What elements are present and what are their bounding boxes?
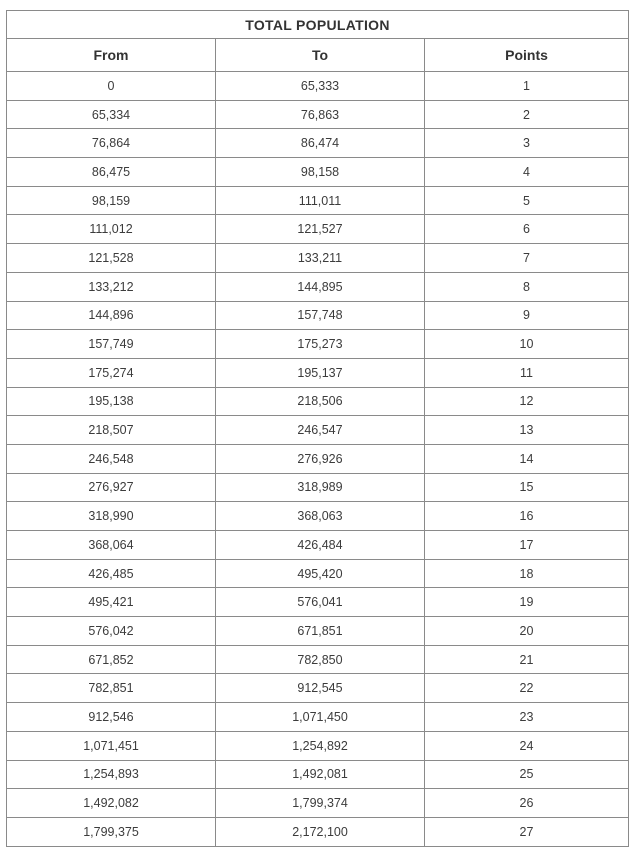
cell-to: 218,506 bbox=[216, 387, 425, 416]
cell-from: 98,159 bbox=[7, 186, 216, 215]
population-points-sheet bbox=[6, 10, 628, 847]
cell-to: 86,474 bbox=[216, 129, 425, 158]
cell-points: 21 bbox=[425, 645, 629, 674]
cell-to: 98,158 bbox=[216, 158, 425, 187]
cell-points: 13 bbox=[425, 416, 629, 445]
cell-to: 195,137 bbox=[216, 358, 425, 387]
cell-from: 76,864 bbox=[7, 129, 216, 158]
table-body bbox=[7, 72, 629, 847]
table-row bbox=[7, 559, 629, 588]
cell-points: 7 bbox=[425, 244, 629, 273]
population-points-table bbox=[6, 10, 629, 847]
table-row bbox=[7, 272, 629, 301]
cell-points: 12 bbox=[425, 387, 629, 416]
cell-to: 576,041 bbox=[216, 588, 425, 617]
cell-from: 157,749 bbox=[7, 330, 216, 359]
table-row bbox=[7, 789, 629, 818]
cell-to: 426,484 bbox=[216, 531, 425, 560]
cell-to: 782,850 bbox=[216, 645, 425, 674]
cell-points: 26 bbox=[425, 789, 629, 818]
table-row bbox=[7, 215, 629, 244]
cell-points: 9 bbox=[425, 301, 629, 330]
column-header-points: Points bbox=[425, 39, 629, 72]
cell-to: 671,851 bbox=[216, 617, 425, 646]
table-row bbox=[7, 100, 629, 129]
cell-points: 19 bbox=[425, 588, 629, 617]
cell-points: 22 bbox=[425, 674, 629, 703]
cell-to: 157,748 bbox=[216, 301, 425, 330]
table-title-row bbox=[7, 11, 629, 39]
cell-from: 495,421 bbox=[7, 588, 216, 617]
cell-points: 27 bbox=[425, 817, 629, 846]
cell-from: 1,254,893 bbox=[7, 760, 216, 789]
table-row bbox=[7, 158, 629, 187]
cell-points: 23 bbox=[425, 703, 629, 732]
cell-points: 24 bbox=[425, 731, 629, 760]
cell-from: 133,212 bbox=[7, 272, 216, 301]
cell-from: 195,138 bbox=[7, 387, 216, 416]
cell-points: 2 bbox=[425, 100, 629, 129]
table-row bbox=[7, 330, 629, 359]
cell-from: 276,927 bbox=[7, 473, 216, 502]
table-row bbox=[7, 531, 629, 560]
cell-from: 368,064 bbox=[7, 531, 216, 560]
cell-from: 912,546 bbox=[7, 703, 216, 732]
cell-to: 1,254,892 bbox=[216, 731, 425, 760]
table-row bbox=[7, 186, 629, 215]
cell-to: 318,989 bbox=[216, 473, 425, 502]
cell-from: 175,274 bbox=[7, 358, 216, 387]
table-row bbox=[7, 588, 629, 617]
cell-points: 11 bbox=[425, 358, 629, 387]
cell-points: 16 bbox=[425, 502, 629, 531]
cell-to: 368,063 bbox=[216, 502, 425, 531]
table-header-row bbox=[7, 39, 629, 72]
cell-to: 1,071,450 bbox=[216, 703, 425, 732]
table-row bbox=[7, 817, 629, 846]
cell-to: 912,545 bbox=[216, 674, 425, 703]
cell-points: 18 bbox=[425, 559, 629, 588]
cell-to: 495,420 bbox=[216, 559, 425, 588]
cell-to: 1,492,081 bbox=[216, 760, 425, 789]
cell-from: 86,475 bbox=[7, 158, 216, 187]
table-row bbox=[7, 731, 629, 760]
table-row bbox=[7, 387, 629, 416]
cell-points: 1 bbox=[425, 72, 629, 101]
cell-from: 576,042 bbox=[7, 617, 216, 646]
cell-to: 276,926 bbox=[216, 444, 425, 473]
table-row bbox=[7, 674, 629, 703]
table-row bbox=[7, 358, 629, 387]
cell-from: 1,071,451 bbox=[7, 731, 216, 760]
cell-from: 782,851 bbox=[7, 674, 216, 703]
cell-to: 111,011 bbox=[216, 186, 425, 215]
cell-from: 65,334 bbox=[7, 100, 216, 129]
cell-from: 426,485 bbox=[7, 559, 216, 588]
table-row bbox=[7, 301, 629, 330]
table-row bbox=[7, 703, 629, 732]
cell-from: 144,896 bbox=[7, 301, 216, 330]
table-row bbox=[7, 444, 629, 473]
cell-points: 3 bbox=[425, 129, 629, 158]
cell-to: 175,273 bbox=[216, 330, 425, 359]
column-header-to: To bbox=[216, 39, 425, 72]
cell-from: 121,528 bbox=[7, 244, 216, 273]
cell-points: 4 bbox=[425, 158, 629, 187]
cell-to: 121,527 bbox=[216, 215, 425, 244]
table-row bbox=[7, 473, 629, 502]
cell-from: 111,012 bbox=[7, 215, 216, 244]
table-row bbox=[7, 416, 629, 445]
table-title: TOTAL POPULATION bbox=[7, 11, 629, 39]
cell-points: 5 bbox=[425, 186, 629, 215]
table-row bbox=[7, 617, 629, 646]
cell-to: 133,211 bbox=[216, 244, 425, 273]
table-row bbox=[7, 244, 629, 273]
cell-to: 246,547 bbox=[216, 416, 425, 445]
cell-from: 1,799,375 bbox=[7, 817, 216, 846]
table-row bbox=[7, 502, 629, 531]
cell-points: 15 bbox=[425, 473, 629, 502]
table-row bbox=[7, 645, 629, 674]
cell-from: 318,990 bbox=[7, 502, 216, 531]
table-row bbox=[7, 72, 629, 101]
cell-points: 20 bbox=[425, 617, 629, 646]
table-row bbox=[7, 760, 629, 789]
cell-points: 14 bbox=[425, 444, 629, 473]
cell-points: 10 bbox=[425, 330, 629, 359]
cell-to: 2,172,100 bbox=[216, 817, 425, 846]
cell-from: 218,507 bbox=[7, 416, 216, 445]
column-header-from: From bbox=[7, 39, 216, 72]
cell-points: 8 bbox=[425, 272, 629, 301]
cell-points: 17 bbox=[425, 531, 629, 560]
table-row bbox=[7, 129, 629, 158]
cell-to: 76,863 bbox=[216, 100, 425, 129]
cell-from: 1,492,082 bbox=[7, 789, 216, 818]
cell-to: 144,895 bbox=[216, 272, 425, 301]
cell-points: 25 bbox=[425, 760, 629, 789]
cell-from: 0 bbox=[7, 72, 216, 101]
cell-from: 246,548 bbox=[7, 444, 216, 473]
cell-to: 65,333 bbox=[216, 72, 425, 101]
cell-from: 671,852 bbox=[7, 645, 216, 674]
cell-to: 1,799,374 bbox=[216, 789, 425, 818]
cell-points: 6 bbox=[425, 215, 629, 244]
